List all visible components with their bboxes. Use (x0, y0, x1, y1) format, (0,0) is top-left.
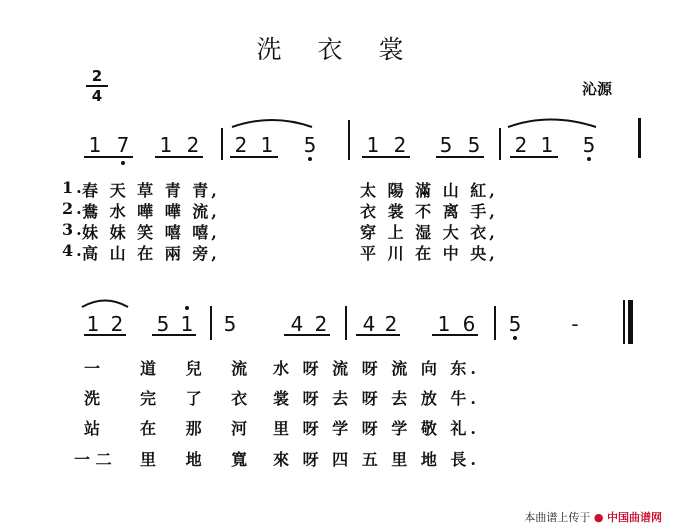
footer-credit (524, 509, 662, 525)
note: 4 (290, 312, 304, 336)
composer-credit: 沁源 (582, 80, 613, 98)
slur (508, 120, 596, 128)
footer-brand[interactable]: 中国曲谱网 (607, 511, 662, 524)
verse-number: 4. (62, 241, 85, 260)
final-bar-thick (628, 300, 633, 344)
note: 5 (439, 133, 453, 157)
upper-octave-dot (185, 306, 189, 310)
note: 1 (86, 312, 100, 336)
brand-logo-icon: ● (593, 511, 604, 524)
verse-number: 1. (62, 178, 85, 197)
lyric-line: 太 陽 滿 山 紅, (360, 181, 498, 200)
note: 1 (88, 133, 102, 157)
note: 2 (234, 133, 248, 157)
note: 2 (393, 133, 407, 157)
lyric-line: 穿 上 湿 大 衣, (360, 223, 498, 242)
slur (82, 301, 128, 308)
note: 1 (260, 133, 274, 157)
lyric-word: 里 呀 学 呀 学 敬 礼. (273, 419, 480, 438)
final-bar-thin (623, 300, 625, 344)
note: 2 (514, 133, 528, 157)
lower-octave-dot (513, 336, 517, 340)
verse-number: 2. (62, 199, 85, 218)
note: 1 (540, 133, 554, 157)
note: 1 (180, 312, 194, 336)
page-title: 洗 衣 裳 (256, 35, 418, 64)
note: 5 (508, 312, 522, 336)
note: 5 (223, 312, 237, 336)
note: 4 (362, 312, 376, 336)
lyric-word: 道 兒 流 (140, 359, 260, 378)
note: 5 (467, 133, 481, 157)
note: 2 (186, 133, 200, 157)
bar-line (210, 306, 212, 340)
lyric-word: 水 呀 流 呀 流 向 东. (273, 359, 480, 378)
lyric-word: 來 呀 四 五 里 地 長. (273, 450, 480, 469)
note: 7 (116, 133, 130, 157)
verse-number: 3. (62, 220, 85, 239)
time-signature-top: 2 (91, 67, 103, 85)
lyric-word: 一 (84, 359, 101, 378)
slur (232, 120, 312, 127)
lyric-line: 春 天 草 青 青, (82, 181, 220, 200)
note: 2 (384, 312, 398, 336)
lyric-line: 衣 裳 不 离 手, (360, 202, 498, 221)
lyric-word: 在 那 河 (140, 419, 260, 438)
lyric-word: 站 (84, 419, 101, 438)
bar-line (494, 306, 496, 340)
lyric-line: 高 山 在 兩 旁, (82, 244, 220, 263)
note: 6 (462, 312, 476, 336)
note: 5 (303, 133, 317, 157)
bar-line (345, 306, 347, 340)
note: 5 (156, 312, 170, 336)
note: 2 (110, 312, 124, 336)
note: 1 (366, 133, 380, 157)
note: 2 (314, 312, 328, 336)
lyric-line: 妹 妹 笑 嘻 嘻, (82, 223, 220, 242)
lyric-line: 平 川 在 中 央, (360, 244, 498, 263)
note: 5 (582, 133, 596, 157)
lyric-word: 裳 呀 去 呀 去 放 牛. (273, 389, 480, 408)
footer-text: 本曲谱上传于 (524, 511, 591, 524)
lyric-line: 鴦 水 嘩 嘩 流, (82, 202, 220, 221)
lyric-word: 完 了 衣 (140, 389, 260, 408)
lyric-word: 里 地 寬 (140, 450, 260, 469)
note: 1 (437, 312, 451, 336)
note: - (571, 312, 579, 336)
lyric-word: 一 二 (74, 450, 112, 469)
note: 1 (159, 133, 173, 157)
lyric-word: 洗 (84, 389, 101, 408)
time-signature-bottom: 4 (91, 87, 103, 105)
